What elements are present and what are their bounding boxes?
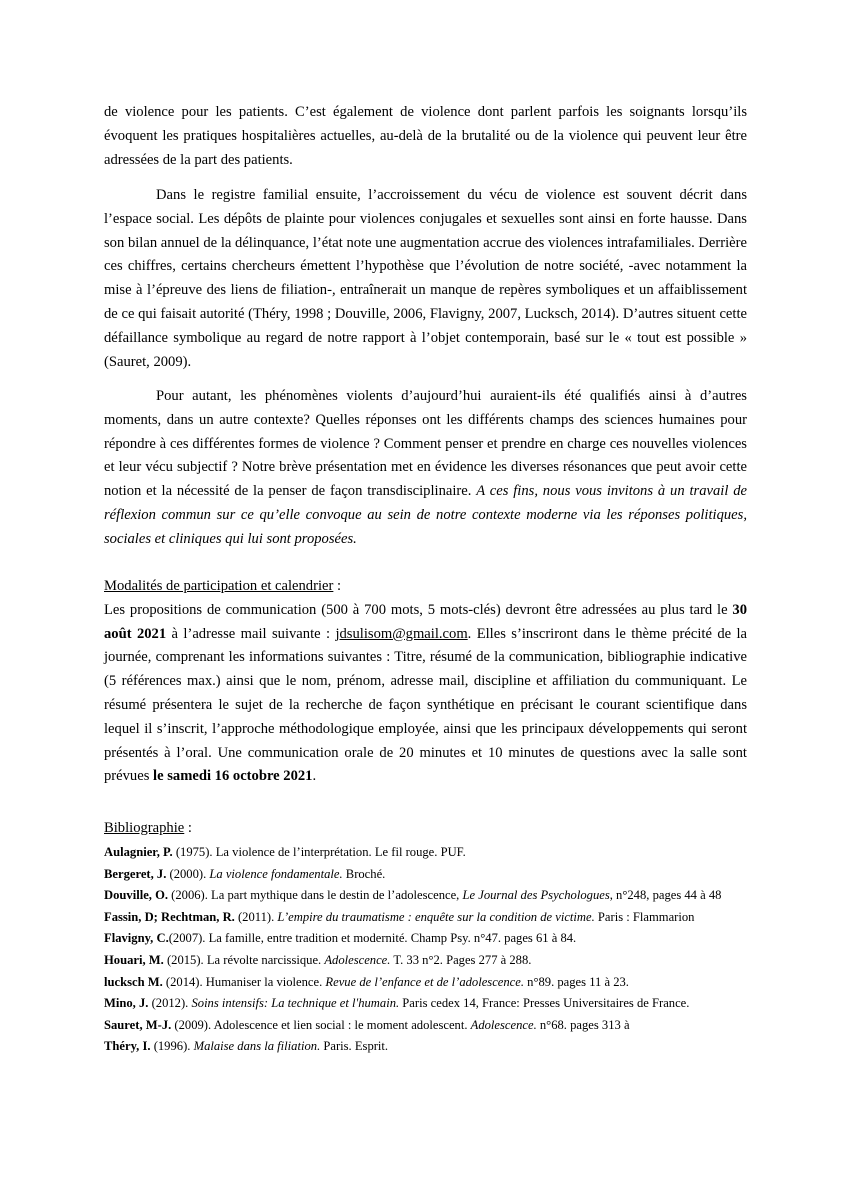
entry-author: Théry, I. <box>104 1039 151 1054</box>
entry-details: n°68. pages 313 à <box>536 1017 630 1032</box>
paragraph-questions <box>104 385 747 552</box>
paragraph-questions-invitation: A ces fins, nous vous invitons à un travail de réflexion commun sur ce qu’elle convoque au sein de notre contexte moderne via les réponses politiques, sociales et cliniques qui lui sont proposées. <box>104 483 748 547</box>
entry-details: T. 33 n°2. Pages 277 à 288. <box>390 952 532 967</box>
entry-author: Aulagnier, P. <box>104 845 173 859</box>
entry-text: (2014). Humaniser la violence. <box>162 974 326 989</box>
paragraph-family-register: Dans le registre familial ensuite, l’accroissement du vécu de violence est souvent décrit dans l’espace social. Les dépôts de plainte pour violences conjugales et sexuelles sont ainsi en forte hausse. Dans son bilan annuel de la délinquance, l’état note une augmentation accrue des violences intrafamiliales. Derrière ces chiffres, certains chercheurs émettent l’hypothèse que l’évolution de notre société, -avec notamment la mise à l’épreuve des liens de filiation-, entraînerait un manque de repères symboliques et un affaiblissement de ce qui faisait autorité (Théry, 1998 ; Douville, 2006, Flavigny, 2007, Lucksch, 2014). D’autres situent cette défaillance symbolique au regard de notre rapport à l’objet contemporain, basé sur le « tout est possible » (Sauret, 2009). <box>104 187 747 370</box>
entry-author: Houari, M. <box>104 952 164 967</box>
entry-title: L’empire du traumatisme : enquête sur la condition de victime. <box>277 909 595 924</box>
entry-title: La violence fondamentale. <box>209 866 343 881</box>
participation-text-1: Les propositions de communication (500 à 700 mots, 5 mots-clés) devront être adressées au plus tard le <box>104 601 733 618</box>
entry-details: , n°248, pages 44 à 48 <box>609 888 722 903</box>
bibliography-heading: Bibliographie <box>104 820 185 836</box>
bibliography-entry <box>104 950 764 972</box>
bibliography-entry <box>104 993 764 1015</box>
entry-details: Broché. <box>342 866 386 881</box>
bibliography-entry <box>104 928 764 950</box>
entry-author: Sauret, M-J. <box>104 1017 172 1032</box>
bibliography-entry <box>104 864 764 886</box>
entry-title: Malaise dans la filiation. <box>193 1039 321 1054</box>
participation-section <box>104 575 747 789</box>
entry-text: (2012). <box>148 996 192 1011</box>
entry-text: (2015). La révolte narcissique. <box>163 952 325 967</box>
participation-text-3: . Elles s’inscriront dans le thème précité de la journée, comprenant les informations suivantes : Titre, résumé de la communication, bibliographie indicative (5 références max.) ainsi que le nom, prénom, adresse mail, discipline et affiliation du communiquant. Le résumé présentera le sujet de la recherche de façon synthétique en précisant le courant scientifique dans lequel il s’inscrit, l’approche méthodologique employée, ainsi que les principaux développements qui seront présentés à l’oral. Une communication orale de 20 minutes et 10 minutes de questions avec la salle sont prévues <box>104 625 748 785</box>
bibliography-entry <box>104 842 764 864</box>
entry-text: (2007). La famille, entre tradition et modernité. Champ Psy. n°47. pages 61 à 84. <box>168 931 577 946</box>
paragraph-patients-violence: de violence pour les patients. C’est également de violence dont parlent parfois les soignants lorsqu’ils évoquent les pratiques hospitalières actuelles, au-delà de la brutalité ou de la violence qui peuvent leur être adressées de la part des patients. <box>104 104 747 168</box>
participation-heading-suffix: : <box>333 578 342 594</box>
bibliography-entry <box>104 1015 764 1037</box>
participation-heading-line <box>104 575 747 599</box>
participation-text-4: . <box>312 768 317 785</box>
entry-details: Paris. Esprit. <box>320 1039 389 1054</box>
bibliography-heading-line <box>104 817 192 839</box>
entry-title: Revue de l’enfance et de l’adolescence. <box>325 974 524 989</box>
contact-email-link[interactable]: jdsulisom@gmail.com <box>335 625 468 642</box>
paragraph-questions-text: Pour autant, les phénomènes violents d’aujourd’hui auraient-ils été qualifiés ainsi à d’autres moments, dans un autre contexte? Quelles réponses ont les différents champs des sciences humaines pour répondre à ces différentes formes de violence ? Comment penser et prendre en charge ces nouvelles violences et leur vécu subjectif ? Notre brève présentation met en évidence les diverses résonances que peut avoir cette notion et la nécessité de la penser de façon transdisciplinaire. <box>104 388 747 500</box>
entry-title: Le Journal des Psychologues <box>462 888 610 903</box>
entry-title: Adolescence. <box>324 952 391 967</box>
entry-author: Mino, J. <box>104 996 149 1011</box>
entry-details: Paris : Flammarion <box>594 909 695 924</box>
participation-text <box>104 599 747 789</box>
entry-text: (2011). <box>234 909 278 924</box>
bibliography-entry <box>104 907 764 929</box>
entry-text: (2006). La part mythique dans le destin de l’adolescence, <box>168 888 463 903</box>
entry-title: Adolescence. <box>470 1017 537 1032</box>
entry-author: Douville, O. <box>104 888 169 903</box>
entry-text: (1975). La violence de l’interprétation. Le fil rouge. PUF. <box>172 845 466 859</box>
entry-details: Paris cedex 14, France: Presses Universitaires de France. <box>399 996 690 1011</box>
bibliography-entry <box>104 972 764 994</box>
entry-author: lucksch M. <box>104 974 163 989</box>
entry-title: Soins intensifs: La technique et l'humain. <box>191 996 400 1011</box>
entry-text: (2000). <box>166 866 210 881</box>
entry-text: (2009). Adolescence et lien social : le moment adolescent. <box>171 1017 471 1032</box>
bibliography-entry <box>104 885 764 907</box>
submission-deadline: 30 août 2021 <box>104 601 747 642</box>
event-date: le samedi 16 octobre 2021 <box>153 768 313 785</box>
bibliography-heading-suffix: : <box>184 820 192 836</box>
entry-details: n°89. pages 11 à 23. <box>524 974 629 989</box>
entry-author: Fassin, D; Rechtman, R. <box>104 909 235 924</box>
bibliography-list <box>104 842 764 1058</box>
participation-heading: Modalités de participation et calendrier <box>104 578 334 594</box>
bibliography-entry <box>104 1036 764 1058</box>
entry-author: Flavigny, C. <box>104 931 169 946</box>
participation-text-2: à l’adresse mail suivante : <box>166 625 336 642</box>
entry-text: (1996). <box>150 1039 194 1054</box>
entry-author: Bergeret, J. <box>104 866 167 881</box>
